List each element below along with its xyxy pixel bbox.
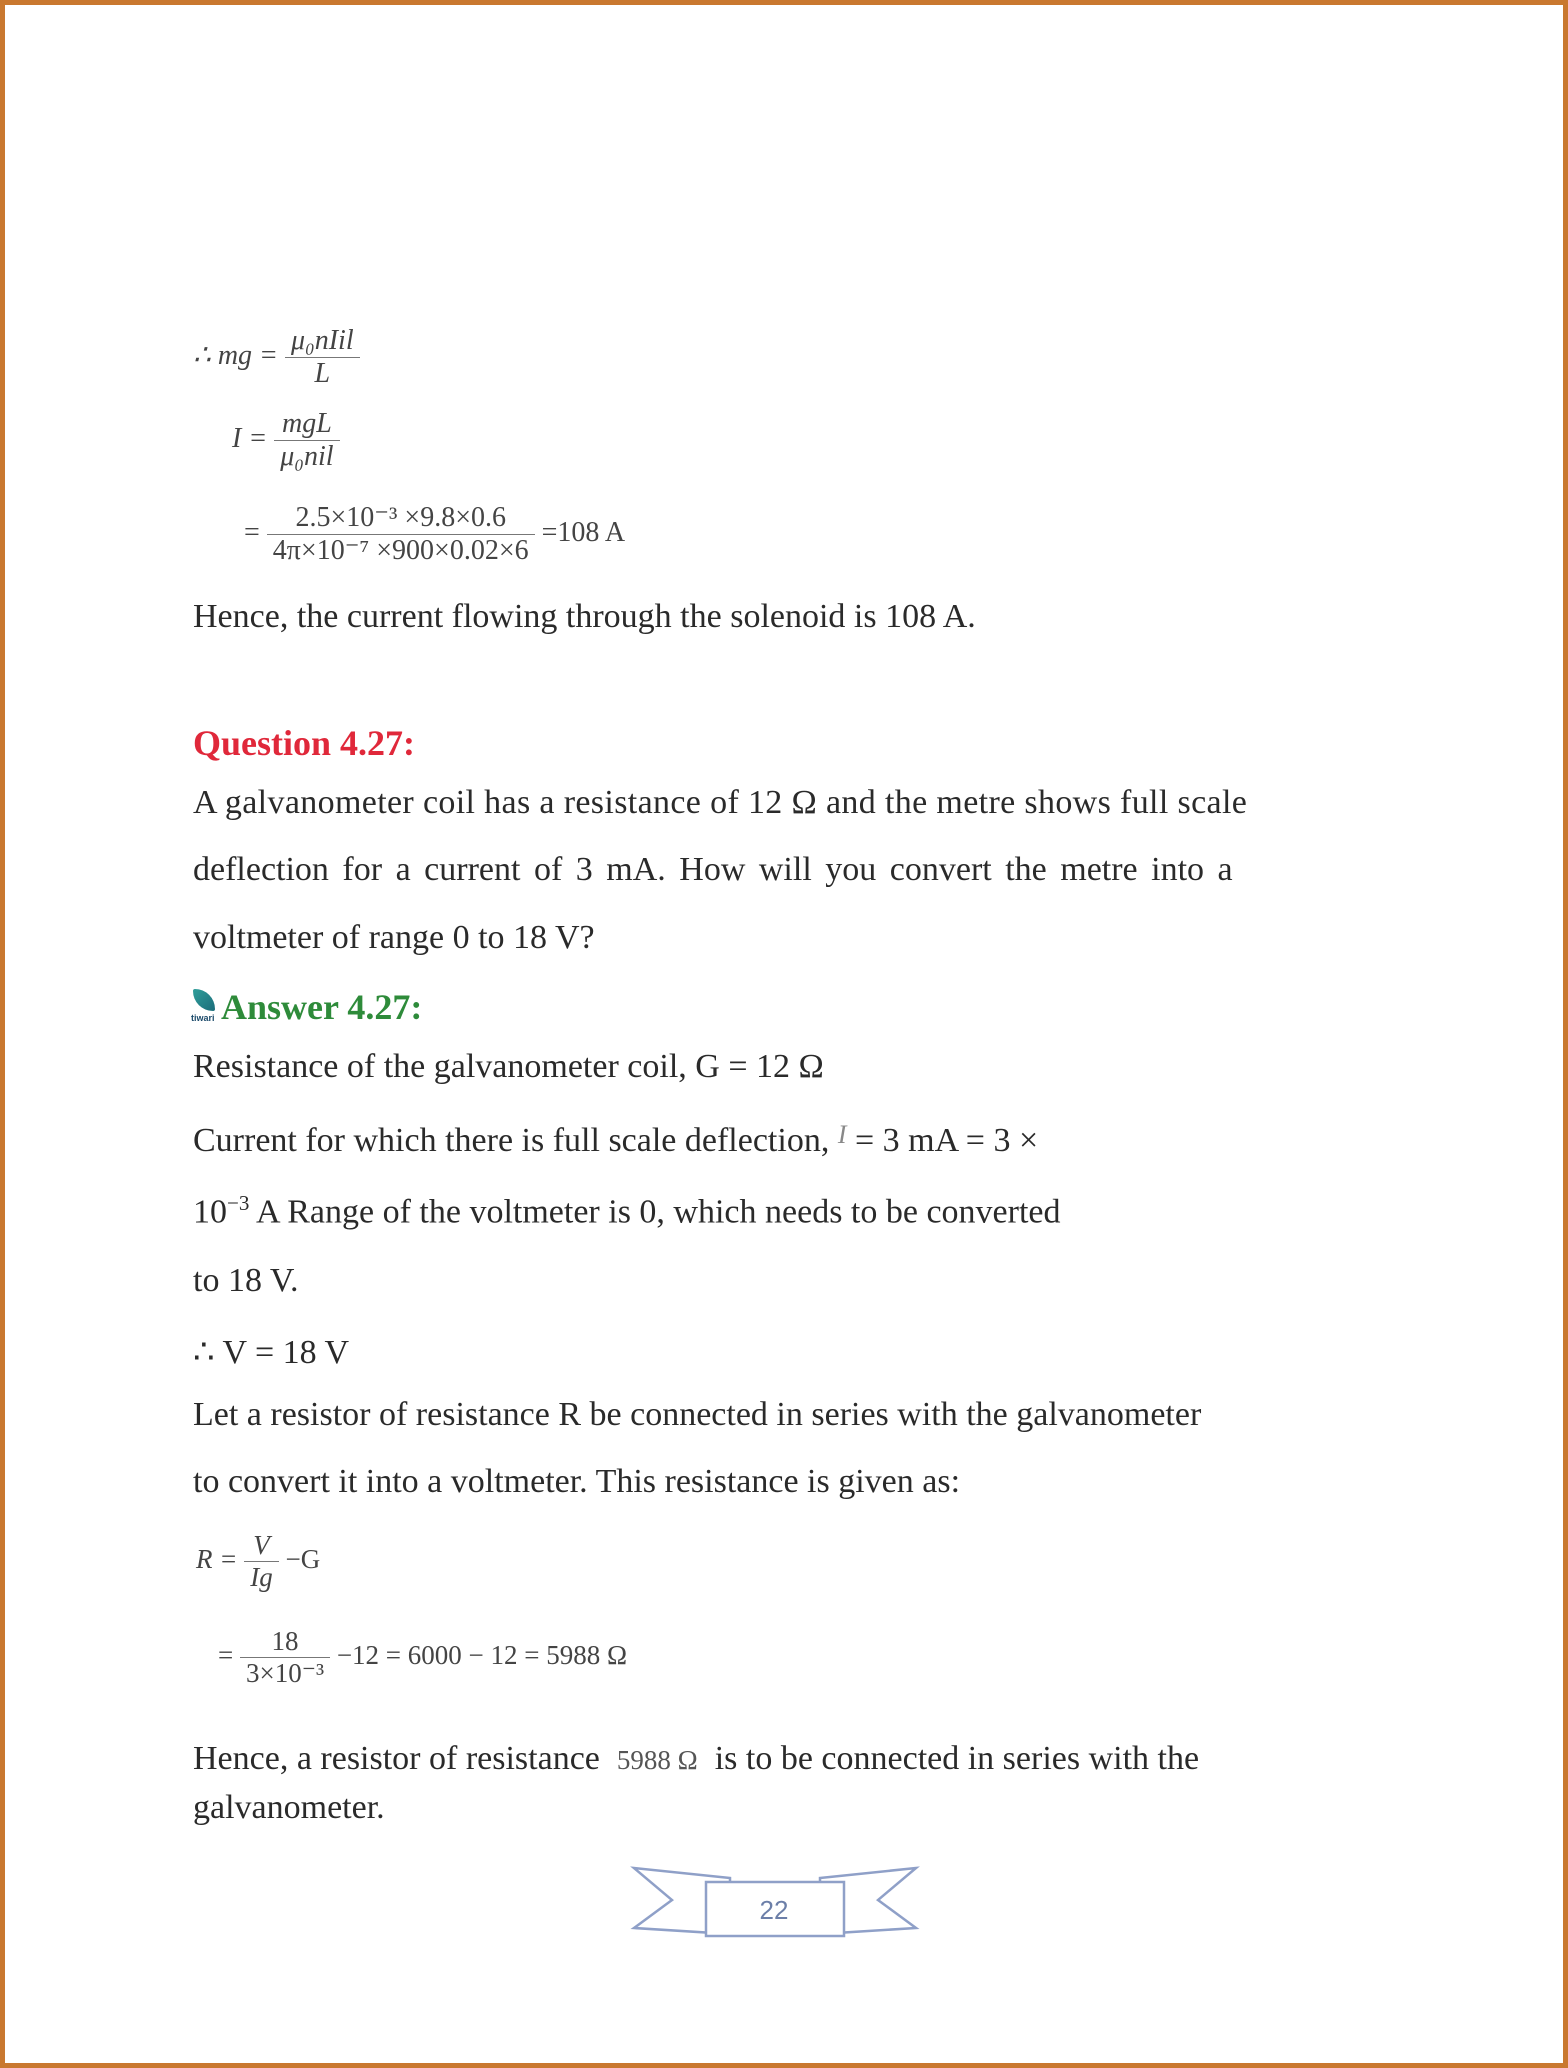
resistance-value: 5988 Ω (616, 1745, 698, 1775)
equation-I-value (244, 502, 625, 567)
text-segment: = 3 mA = 3 × (855, 1122, 1039, 1159)
equation-lhs: = (218, 1639, 234, 1670)
text-segment: is to be connected in series with the (714, 1740, 1200, 1777)
denominator: L (314, 358, 331, 390)
question-heading: Question 4.27: (193, 723, 416, 763)
fraction (285, 325, 360, 390)
equation-R (196, 1530, 320, 1593)
text-segment: Hence, a resistor of resistance (193, 1740, 600, 1777)
leaf-icon (193, 989, 215, 1011)
answer-conclusion-line-2: galvanometer. (193, 1789, 385, 1826)
numerator: mgL (282, 408, 332, 439)
fraction (267, 502, 535, 567)
answer-heading: Answer 4.27: (221, 987, 423, 1027)
previous-conclusion: Hence, the current flowing through the solenoid is 108 A. (193, 598, 976, 635)
answer-line-5: ∴ V = 18 V (193, 1334, 350, 1371)
denominator: Ig (250, 1562, 273, 1593)
question-line-1: A galvanometer coil has a resistance of 12 Ω and the metre shows full scale (193, 784, 1248, 821)
answer-heading-row (191, 986, 422, 1028)
equation-R-value (218, 1626, 627, 1689)
equation-lhs: R = (196, 1543, 238, 1574)
numerator: 18 (271, 1626, 299, 1656)
answer-logo-icon (191, 989, 221, 1023)
numerator: V (253, 1530, 270, 1560)
answer-line-2 (193, 1120, 1038, 1160)
answer-line-1: Resistance of the galvanometer coil, G = 12 Ω (193, 1048, 824, 1085)
fraction (244, 1530, 279, 1593)
text-segment: A Range of the voltmeter is 0, which needs to be converted (249, 1193, 1061, 1231)
numerator: 2.5×10⁻³ ×9.8×0.6 (295, 502, 506, 533)
answer-line-7: to convert it into a voltmeter. This resistance is given as: (193, 1463, 961, 1500)
equation-lhs: ∴ mg = (193, 340, 278, 372)
denominator: 4π×10⁻⁷ ×900×0.02×6 (272, 535, 529, 567)
equation-rhs: −12 = 6000 − 12 = 5988 Ω (336, 1639, 628, 1670)
answer-conclusion (193, 1740, 1199, 1778)
page-number: 22 (759, 1894, 789, 1925)
fraction (274, 408, 339, 473)
equation-mg (193, 325, 360, 390)
exponent: −3 (227, 1191, 250, 1215)
fraction (240, 1626, 330, 1689)
equation-lhs: I = (232, 423, 268, 455)
text-segment: Current for which there is full scale deflection, (193, 1122, 830, 1159)
answer-line-6: Let a resistor of resistance R be connected in series with the galvanometer (193, 1396, 1202, 1433)
equation-rhs: −G (285, 1543, 321, 1574)
text-segment: 10 (193, 1193, 227, 1231)
equation-rhs: =108 A (541, 517, 626, 549)
equation-I (232, 408, 340, 473)
denominator: 3×10⁻³ (245, 1658, 325, 1689)
question-line-3: voltmeter of range 0 to 18 V? (193, 919, 595, 956)
equation-lhs: = (244, 517, 260, 549)
answer-line-3 (193, 1191, 1061, 1231)
logo-text: tiwari (191, 1013, 215, 1023)
current-symbol-Ig: I (837, 1120, 847, 1149)
page-number-ribbon (630, 1862, 920, 1944)
answer-line-4: to 18 V. (193, 1262, 299, 1299)
denominator: μ₀nil (280, 441, 334, 473)
numerator: μ₀nIil (290, 325, 354, 356)
question-line-2: deflection for a current of 3 mA. How will you convert the metre into a (193, 851, 1233, 888)
